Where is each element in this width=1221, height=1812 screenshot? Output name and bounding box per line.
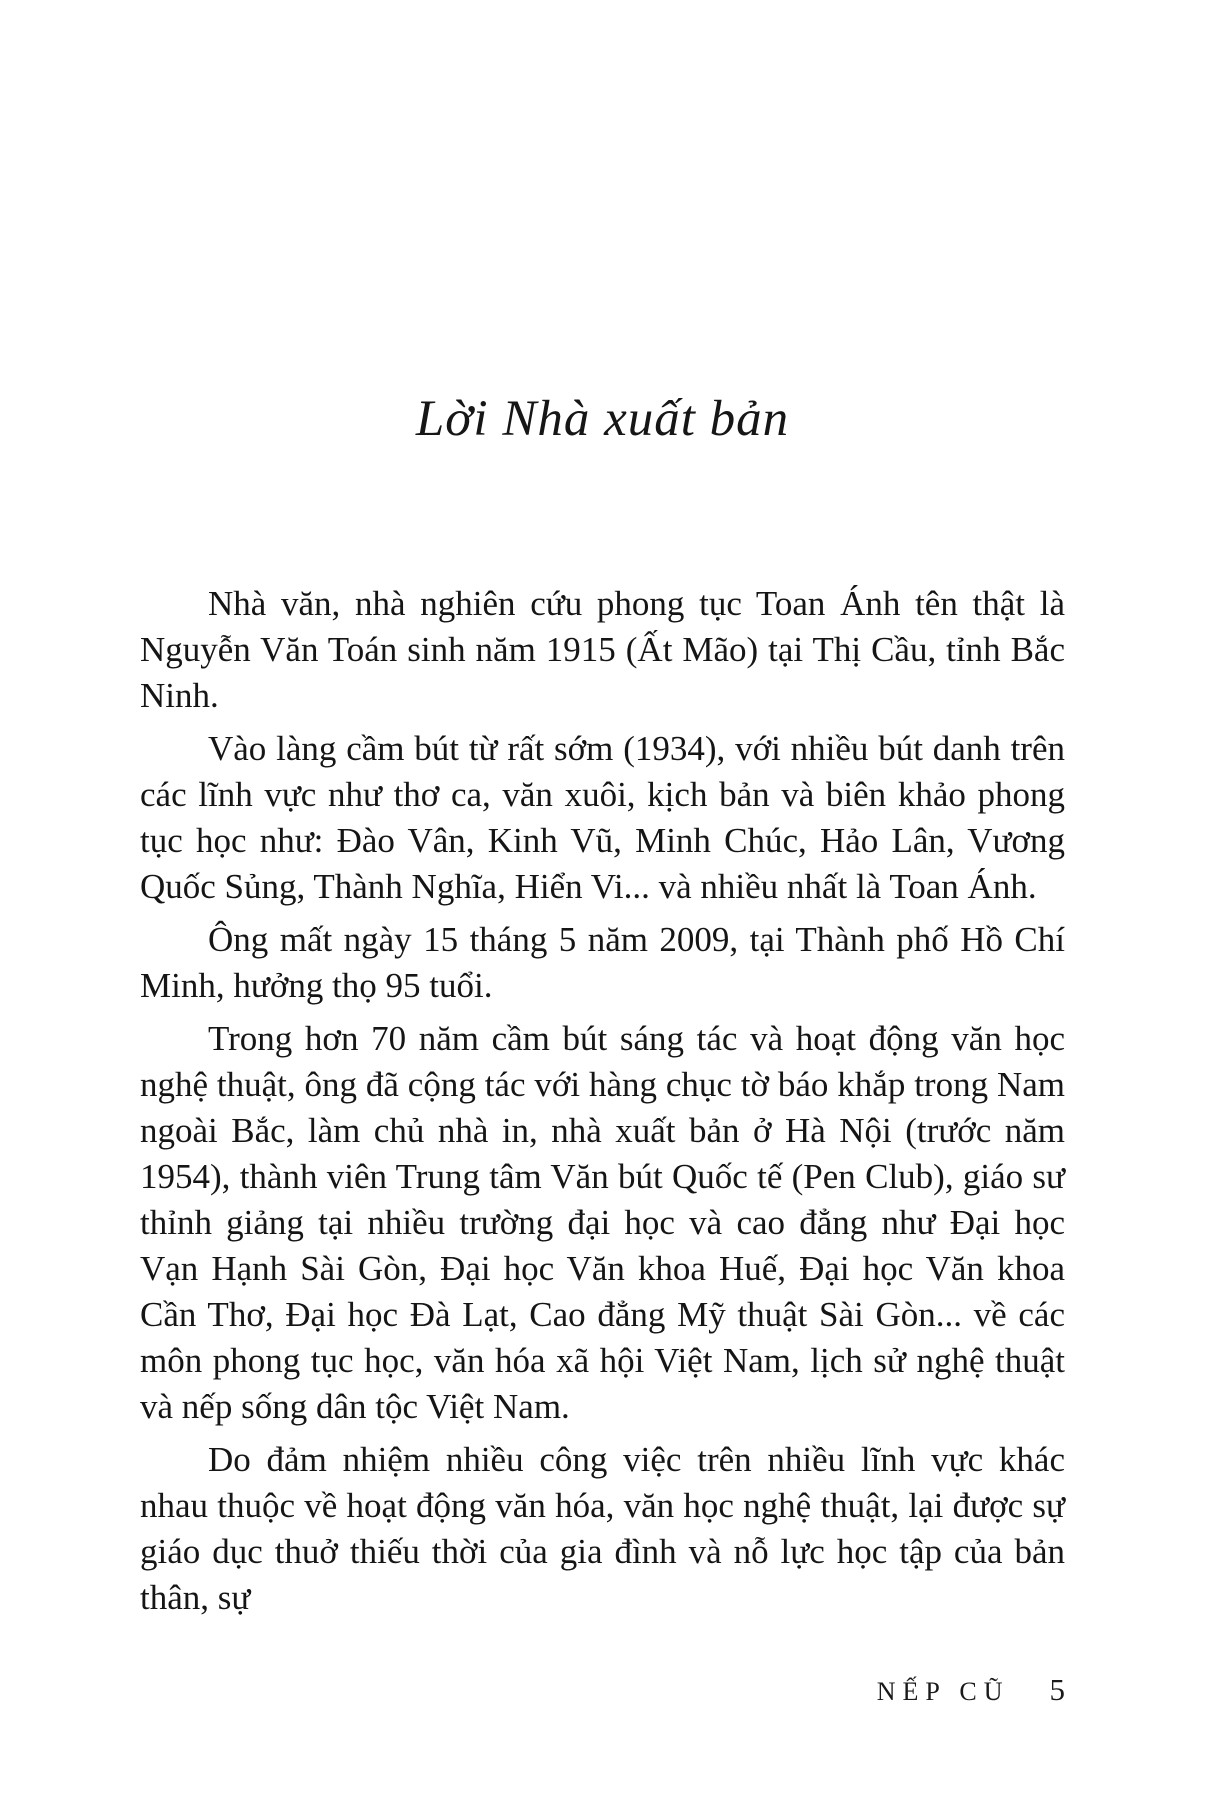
page-number: 5: [1049, 1672, 1065, 1707]
paragraph-2: Vào làng cầm bút từ rất sớm (1934), với nhiều bút danh trên các lĩnh vực như thơ ca, văn xuôi, kịch bản và biên khảo phong tục học như: Đào Vân, Kinh Vũ, Minh Chúc, Hảo Lân, Vương Quốc Sủng, Thành Nghĩa, Hiển Vi... và nhiều nhất là Toan Ánh.: [140, 729, 1065, 906]
running-footer-title: NẾP CŨ: [876, 1677, 1010, 1706]
paragraph-5: Do đảm nhiệm nhiều công việc trên nhiều lĩnh vực khác nhau thuộc về hoạt động văn hóa, văn học nghệ thuật, lại được sự giáo dục thuở thiếu thời của gia đình và nỗ lực học tập của bản thân, sự: [140, 1440, 1065, 1617]
page-footer: [140, 1672, 1065, 1708]
body-text: [140, 581, 1065, 1621]
chapter-title: Lời Nhà xuất bản: [415, 391, 790, 447]
paragraph-4: Trong hơn 70 năm cầm bút sáng tác và hoạt động văn học nghệ thuật, ông đã cộng tác với hàng chục tờ báo khắp trong Nam ngoài Bắc, làm chủ nhà in, nhà xuất bản ở Hà Nội (trước năm 1954), thành viên Trung tâm Văn bút Quốc tế (Pen Club), giáo sư thỉnh giảng tại nhiều trường đại học và cao đẳng như Đại học Vạn Hạnh Sài Gòn, Đại học Văn khoa Huế, Đại học Văn khoa Cần Thơ, Đại học Đà Lạt, Cao đẳng Mỹ thuật Sài Gòn... về các môn phong tục học, văn hóa xã hội Việt Nam, lịch sử nghệ thuật và nếp sống dân tộc Việt Nam.: [140, 1019, 1065, 1426]
paragraph-1: Nhà văn, nhà nghiên cứu phong tục Toan Ánh tên thật là Nguyễn Văn Toán sinh năm 1915 (Ất Mão) tại Thị Cầu, tỉnh Bắc Ninh.: [140, 584, 1065, 715]
paragraph-3: Ông mất ngày 15 tháng 5 năm 2009, tại Thành phố Hồ Chí Minh, hưởng thọ 95 tuổi.: [140, 920, 1065, 1005]
